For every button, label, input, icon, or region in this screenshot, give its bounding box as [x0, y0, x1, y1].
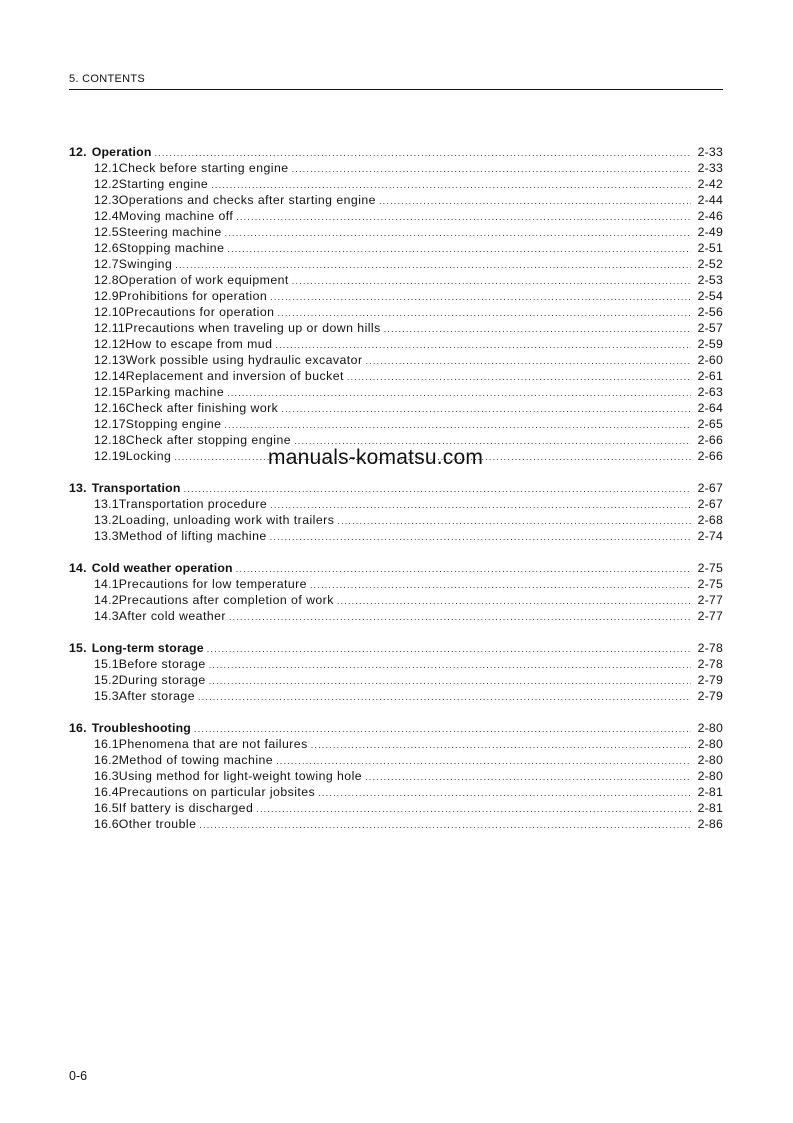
- toc-entry: [69, 672, 723, 688]
- toc-entry-title: Work possible using hydraulic excavator: [125, 353, 363, 367]
- toc-entry-title: Transportation: [91, 481, 181, 495]
- toc-entry-number: 12.14: [94, 369, 126, 383]
- toc-entry: [69, 400, 723, 416]
- toc-entry: [69, 688, 723, 704]
- toc-entry: [69, 784, 723, 800]
- toc-entry-number: 12.6: [94, 241, 119, 255]
- dot-leader: [194, 721, 691, 737]
- toc-entry-page: 2-80: [697, 737, 723, 751]
- toc-entry: [69, 352, 723, 368]
- toc-entry: [69, 160, 723, 176]
- toc-entry-number: 12.4: [94, 209, 119, 223]
- dot-leader: [366, 353, 691, 369]
- dot-leader: [270, 289, 691, 305]
- toc-entry-title: Before storage: [118, 657, 206, 671]
- toc-entry: [69, 320, 723, 336]
- toc-entry-page: 2-65: [697, 417, 723, 431]
- toc-entry-title: During storage: [118, 673, 206, 687]
- toc-entry-page: 2-79: [697, 673, 723, 687]
- toc-entry-title: Operation of work equipment: [118, 273, 289, 287]
- toc-section: [69, 480, 723, 544]
- toc-entry-title: Check after stopping engine: [125, 433, 292, 447]
- toc-entry-number: 15.1: [94, 657, 119, 671]
- toc-entry-page: 2-54: [697, 289, 723, 303]
- toc-entry-title: Method of towing machine: [118, 753, 274, 767]
- toc-entry-number: 15.: [69, 641, 87, 655]
- toc-entry-title: Precautions for operation: [125, 305, 275, 319]
- table-of-contents: [69, 144, 723, 848]
- toc-entry-number: 12.7: [94, 257, 119, 271]
- toc-entry: [69, 752, 723, 768]
- toc-entry-page: 2-61: [697, 369, 723, 383]
- dot-leader: [270, 497, 691, 513]
- toc-entry: [69, 512, 723, 528]
- toc-entry-title: Stopping machine: [118, 241, 225, 255]
- toc-entry-title: Locking: [125, 449, 172, 463]
- toc-entry: [69, 496, 723, 512]
- dot-leader: [229, 609, 691, 625]
- dot-leader: [211, 177, 691, 193]
- toc-entry-title: After storage: [118, 689, 195, 703]
- dot-leader: [209, 657, 691, 673]
- toc-entry-number: 13.: [69, 481, 87, 495]
- toc-entry-title: Using method for light-weight towing hole: [118, 769, 363, 783]
- toc-entry-number: 14.3: [94, 609, 119, 623]
- toc-entry-page: 2-80: [697, 753, 723, 767]
- toc-entry-title: Check before starting engine: [118, 161, 289, 175]
- toc-entry-number: 13.3: [94, 529, 119, 543]
- toc-entry-page: 2-75: [697, 577, 723, 591]
- toc-entry-page: 2-79: [697, 689, 723, 703]
- toc-entry-title: Prohibitions for operation: [118, 289, 268, 303]
- toc-entry-page: 2-52: [697, 257, 723, 271]
- toc-entry-number: 12.: [69, 145, 87, 159]
- toc-entry-page: 2-67: [697, 481, 723, 495]
- toc-entry: [69, 768, 723, 784]
- toc-entry-number: 12.18: [94, 433, 126, 447]
- toc-entry-number: 14.: [69, 561, 87, 575]
- toc-entry-title: If battery is discharged: [118, 801, 254, 815]
- toc-entry-page: 2-77: [697, 609, 723, 623]
- toc-entry-page: 2-80: [697, 721, 723, 735]
- toc-entry: [69, 192, 723, 208]
- toc-entry-title: Precautions after completion of work: [118, 593, 334, 607]
- toc-entry-number: 16.2: [94, 753, 119, 767]
- toc-entry-page: 2-64: [697, 401, 723, 415]
- dot-leader: [224, 417, 691, 433]
- toc-entry-page: 2-51: [697, 241, 723, 255]
- toc-entry-number: 12.5: [94, 225, 119, 239]
- dot-leader: [270, 529, 691, 545]
- dot-leader: [198, 689, 691, 705]
- toc-entry-title: Swinging: [118, 257, 173, 271]
- toc-entry-number: 13.1: [94, 497, 119, 511]
- toc-entry-page: 2-81: [697, 801, 723, 815]
- toc-entry-page: 2-78: [697, 657, 723, 671]
- dot-leader: [184, 481, 691, 497]
- toc-entry: [69, 384, 723, 400]
- toc-entry-page: 2-68: [697, 513, 723, 527]
- toc-entry-title: Transportation procedure: [118, 497, 268, 511]
- toc-entry-title: Steering machine: [118, 225, 222, 239]
- dot-leader: [227, 385, 691, 401]
- watermark-text: manuals-komatsu.com: [268, 446, 484, 469]
- toc-entry-number: 12.19: [94, 449, 126, 463]
- toc-entry-page: 2-59: [697, 337, 723, 351]
- toc-entry-page: 2-67: [697, 497, 723, 511]
- toc-entry: [69, 368, 723, 384]
- toc-entry-page: 2-75: [697, 561, 723, 575]
- dot-leader: [256, 801, 691, 817]
- toc-section-heading: [69, 144, 723, 160]
- toc-entry-page: 2-63: [697, 385, 723, 399]
- toc-entry-number: 12.3: [94, 193, 119, 207]
- toc-entry-title: Moving machine off: [118, 209, 234, 223]
- dot-leader: [227, 241, 691, 257]
- toc-entry-page: 2-53: [697, 273, 723, 287]
- toc-entry-page: 2-60: [697, 353, 723, 367]
- dot-leader: [236, 561, 691, 577]
- toc-section: [69, 640, 723, 704]
- toc-entry-number: 16.5: [94, 801, 119, 815]
- toc-entry-title: Long-term storage: [91, 641, 204, 655]
- toc-entry-title: Cold weather operation: [91, 561, 233, 575]
- dot-leader: [347, 369, 691, 385]
- toc-entry-page: 2-80: [697, 769, 723, 783]
- toc-entry: [69, 224, 723, 240]
- toc-section-heading: [69, 720, 723, 736]
- dot-leader: [379, 193, 691, 209]
- dot-leader: [292, 161, 691, 177]
- page-header: [69, 73, 723, 90]
- toc-entry-number: 13.2: [94, 513, 119, 527]
- toc-entry-number: 16.6: [94, 817, 119, 831]
- dot-leader: [337, 513, 691, 529]
- toc-entry-number: 12.10: [94, 305, 126, 319]
- toc-entry: [69, 576, 723, 592]
- toc-entry-title: Loading, unloading work with trailers: [118, 513, 335, 527]
- dot-leader: [175, 257, 691, 273]
- page-number: 0-6: [69, 1069, 88, 1083]
- dot-leader: [225, 225, 691, 241]
- toc-entry: [69, 816, 723, 832]
- dot-leader: [155, 145, 691, 161]
- toc-entry-title: Operation: [91, 145, 152, 159]
- dot-leader: [337, 593, 691, 609]
- toc-entry-number: 15.3: [94, 689, 119, 703]
- toc-entry-title: After cold weather: [118, 609, 226, 623]
- toc-entry: [69, 416, 723, 432]
- toc-entry: [69, 608, 723, 624]
- toc-entry-page: 2-77: [697, 593, 723, 607]
- dot-leader: [318, 785, 691, 801]
- toc-entry-number: 16.3: [94, 769, 119, 783]
- toc-entry-number: 12.11: [94, 321, 125, 335]
- toc-entry-page: 2-78: [697, 641, 723, 655]
- toc-entry-page: 2-66: [697, 433, 723, 447]
- toc-entry-page: 2-66: [697, 449, 723, 463]
- toc-entry: [69, 656, 723, 672]
- toc-entry-title: Phenomena that are not failures: [118, 737, 308, 751]
- dot-leader: [207, 641, 691, 657]
- toc-entry-page: 2-33: [697, 145, 723, 159]
- toc-entry-number: 14.1: [94, 577, 119, 591]
- toc-entry-title: Precautions when traveling up or down hills: [124, 321, 381, 335]
- toc-entry-page: 2-57: [697, 321, 723, 335]
- toc-entry: [69, 736, 723, 752]
- toc-entry-title: How to escape from mud: [125, 337, 273, 351]
- toc-entry-page: 2-56: [697, 305, 723, 319]
- dot-leader: [277, 305, 691, 321]
- toc-entry-number: 14.2: [94, 593, 119, 607]
- dot-leader: [276, 753, 691, 769]
- toc-entry: [69, 800, 723, 816]
- dot-leader: [281, 401, 691, 417]
- dot-leader: [292, 273, 691, 289]
- toc-section-heading: [69, 560, 723, 576]
- toc-section: [69, 144, 723, 464]
- toc-entry: [69, 288, 723, 304]
- toc-entry-page: 2-42: [697, 177, 723, 191]
- toc-entry-number: 12.15: [94, 385, 126, 399]
- toc-entry: [69, 336, 723, 352]
- toc-entry: [69, 176, 723, 192]
- header-title: 5. CONTENTS: [69, 73, 146, 85]
- toc-entry-number: 12.8: [94, 273, 119, 287]
- toc-entry-title: Parking machine: [125, 385, 225, 399]
- toc-entry-title: Stopping engine: [125, 417, 222, 431]
- toc-entry: [69, 256, 723, 272]
- toc-entry-page: 2-44: [697, 193, 723, 207]
- toc-entry-title: Troubleshooting: [91, 721, 192, 735]
- toc-entry-page: 2-46: [697, 209, 723, 223]
- toc-entry-number: 12.13: [94, 353, 126, 367]
- toc-section: [69, 720, 723, 832]
- toc-section-heading: [69, 480, 723, 496]
- toc-entry-number: 12.12: [94, 337, 126, 351]
- toc-entry-page: 2-33: [697, 161, 723, 175]
- toc-entry-number: 12.17: [94, 417, 126, 431]
- dot-leader: [236, 209, 691, 225]
- toc-entry-number: 16.4: [94, 785, 119, 799]
- toc-entry-page: 2-86: [697, 817, 723, 831]
- toc-entry-title: Method of lifting machine: [118, 529, 267, 543]
- toc-entry-number: 16.1: [94, 737, 119, 751]
- toc-entry: [69, 272, 723, 288]
- dot-leader: [209, 673, 691, 689]
- toc-section: [69, 560, 723, 624]
- toc-entry: [69, 304, 723, 320]
- toc-entry-title: Check after finishing work: [125, 401, 279, 415]
- toc-entry-page: 2-74: [697, 529, 723, 543]
- toc-entry-title: Precautions on particular jobsites: [118, 785, 316, 799]
- toc-entry-number: 12.9: [94, 289, 119, 303]
- dot-leader: [275, 337, 691, 353]
- toc-entry-number: 12.1: [94, 161, 119, 175]
- toc-entry-number: 16.: [69, 721, 87, 735]
- dot-leader: [365, 769, 691, 785]
- dot-leader: [384, 321, 691, 337]
- toc-entry-number: 15.2: [94, 673, 119, 687]
- toc-entry-number: 12.16: [94, 401, 126, 415]
- toc-entry-title: Starting engine: [118, 177, 209, 191]
- dot-leader: [199, 817, 691, 833]
- toc-entry-title: Other trouble: [118, 817, 197, 831]
- toc-entry-page: 2-81: [697, 785, 723, 799]
- dot-leader: [311, 737, 691, 753]
- toc-entry-page: 2-49: [697, 225, 723, 239]
- toc-entry: [69, 528, 723, 544]
- toc-section-heading: [69, 640, 723, 656]
- toc-entry: [69, 208, 723, 224]
- toc-entry-title: Operations and checks after starting engine: [118, 193, 376, 207]
- toc-entry-title: Precautions for low temperature: [118, 577, 307, 591]
- toc-entry: [69, 592, 723, 608]
- toc-entry-title: Replacement and inversion of bucket: [125, 369, 344, 383]
- dot-leader: [310, 577, 691, 593]
- toc-entry: [69, 240, 723, 256]
- toc-entry-number: 12.2: [94, 177, 119, 191]
